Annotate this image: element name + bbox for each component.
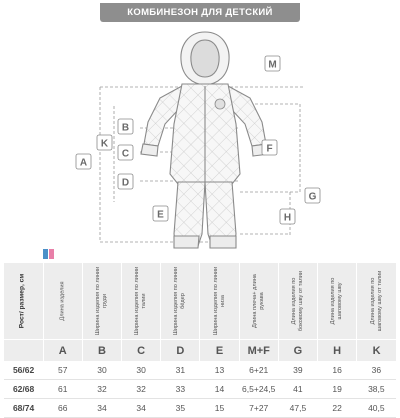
marker-E bbox=[153, 206, 168, 221]
column-header: Ширина изделия по линии бёдер bbox=[161, 263, 200, 340]
table-cell: 30 bbox=[122, 361, 161, 380]
letter-cell: G bbox=[278, 340, 317, 362]
table-cell: 35 bbox=[161, 399, 200, 418]
table-cell: 47,5 bbox=[278, 399, 317, 418]
marker-M bbox=[265, 56, 280, 71]
logo-patch bbox=[215, 99, 225, 109]
marker-C-label: C bbox=[121, 148, 130, 160]
size-cell: 68/74 bbox=[4, 399, 43, 418]
marker-E-label: E bbox=[157, 209, 164, 221]
letter-cell: B bbox=[82, 340, 121, 362]
marker-B-label: B bbox=[121, 122, 130, 134]
table-cell: 34 bbox=[122, 399, 161, 418]
column-header: Рост/ размер, см bbox=[4, 263, 43, 340]
table-cell: 16 bbox=[318, 361, 357, 380]
marker-K bbox=[97, 135, 112, 150]
table-cell: 57 bbox=[43, 361, 82, 380]
title-banner bbox=[100, 3, 300, 22]
marker-C bbox=[118, 145, 133, 160]
size-cell: 56/62 bbox=[4, 361, 43, 380]
marker-D-label: D bbox=[121, 177, 130, 189]
table-cell: 30 bbox=[82, 361, 121, 380]
letter-cell: H bbox=[318, 340, 357, 362]
page-title: КОМБИНЕЗОН ДЛЯ ДЕТСКИЙ bbox=[127, 7, 273, 18]
letter-cell: M+F bbox=[239, 340, 278, 362]
table-cell: 19 bbox=[318, 380, 357, 399]
marker-H-label: H bbox=[283, 212, 292, 224]
marker-G-label: G bbox=[308, 191, 317, 203]
table-cell: 32 bbox=[82, 380, 121, 399]
brand-logo-icon bbox=[43, 249, 55, 259]
marker-A bbox=[76, 154, 91, 169]
column-header: Длина изделия по боковому шву от талии bbox=[278, 263, 317, 340]
column-header: Ширина изделия по линии груди bbox=[82, 263, 121, 340]
column-header: Ширина изделия по линии талии bbox=[122, 263, 161, 340]
letter-cell: C bbox=[122, 340, 161, 362]
table-row bbox=[4, 399, 396, 418]
marker-M-label: M bbox=[268, 59, 277, 71]
size-cell: 62/68 bbox=[4, 380, 43, 399]
table-cell: 31 bbox=[161, 361, 200, 380]
column-header: Длина плеча+ длина рукава bbox=[239, 263, 278, 340]
table-cell: 34 bbox=[82, 399, 121, 418]
marker-D bbox=[118, 174, 133, 189]
column-header: Длина изделия по шаговому шву bbox=[318, 263, 357, 340]
table-header-row bbox=[4, 263, 396, 340]
marker-H bbox=[280, 209, 295, 224]
table-cell: 38,5 bbox=[357, 380, 396, 399]
table-cell: 6+21 bbox=[239, 361, 278, 380]
table-row bbox=[4, 380, 396, 399]
marker-G bbox=[305, 188, 320, 203]
table-cell: 36 bbox=[357, 361, 396, 380]
letter-cell: E bbox=[200, 340, 239, 362]
marker-F-label: F bbox=[266, 143, 273, 155]
garment-diagram bbox=[0, 24, 400, 256]
table-cell: 41 bbox=[278, 380, 317, 399]
letter-cell: A bbox=[43, 340, 82, 362]
table-cell: 13 bbox=[200, 361, 239, 380]
marker-B bbox=[118, 119, 133, 134]
table-cell: 40,5 bbox=[357, 399, 396, 418]
table-cell: 66 bbox=[43, 399, 82, 418]
letter-cell: D bbox=[161, 340, 200, 362]
table-cell: 33 bbox=[161, 380, 200, 399]
table-cell: 61 bbox=[43, 380, 82, 399]
table-row bbox=[4, 361, 396, 380]
letter-cell: K bbox=[357, 340, 396, 362]
column-header: Длина изделия по шаговому шву от талии bbox=[357, 263, 396, 340]
column-header: Длина изделия bbox=[43, 263, 82, 340]
table-cell: 7+27 bbox=[239, 399, 278, 418]
table-cell: 22 bbox=[318, 399, 357, 418]
table-cell: 32 bbox=[122, 380, 161, 399]
marker-F bbox=[262, 140, 277, 155]
table-letter-row bbox=[4, 340, 396, 362]
size-table bbox=[4, 263, 396, 418]
table-cell: 39 bbox=[278, 361, 317, 380]
column-header: Ширина изделия по линии низа bbox=[200, 263, 239, 340]
letter-cell bbox=[4, 340, 43, 362]
table-cell: 14 bbox=[200, 380, 239, 399]
marker-A-label: A bbox=[79, 157, 88, 169]
table-cell: 15 bbox=[200, 399, 239, 418]
table-cell: 6,5+24,5 bbox=[239, 380, 278, 399]
marker-K-label: K bbox=[100, 138, 109, 150]
